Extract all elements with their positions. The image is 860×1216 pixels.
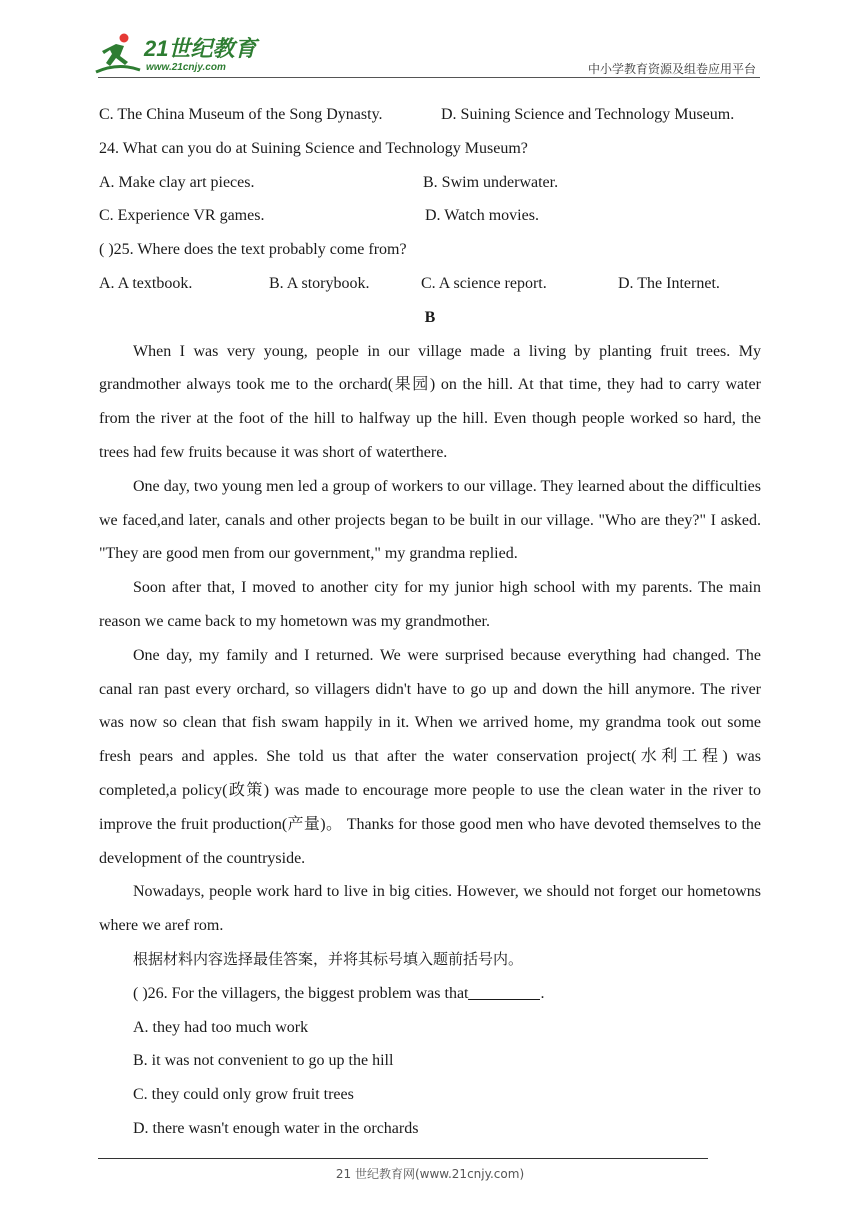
q23-options-cd: [99, 98, 761, 132]
q26-stem-end: .: [540, 984, 545, 1002]
logo-text: 21世纪教育: [144, 36, 257, 61]
q25-stem: ( )25. Where does the text probably come from?: [99, 241, 407, 259]
q25-option-d: D. The Internet.: [618, 274, 720, 292]
q24-option-b: B. Swim underwater.: [423, 173, 559, 191]
q24-options-ab: [99, 166, 761, 200]
q25-option-c: C. A science report.: [421, 274, 547, 292]
header-divider: [98, 77, 760, 78]
passage-paragraph-5: Nowadays, people work hard to live in big cities. However, we should not forget our hometowns where we aref rom.: [99, 883, 761, 935]
q26-option-a: A. they had too much work: [133, 1018, 309, 1036]
q25-options: [99, 267, 761, 301]
logo-url: www.21cnjy.com: [146, 62, 226, 73]
q26-option-c: C. they could only grow fruit trees: [133, 1086, 354, 1104]
q26-option-b: B. it was not convenient to go up the hill: [133, 1052, 394, 1070]
instruction-text: 根据材料内容选择最佳答案，并将其标号填入题前括号内。: [133, 949, 524, 968]
q26-answer-blank: [468, 979, 540, 1000]
footer-divider: [98, 1158, 708, 1159]
q24-options-cd: [99, 199, 761, 233]
section-b-heading: B: [424, 308, 436, 326]
passage-paragraph-2: One day, two young men led a group of workers to our village. They learned about the difficulties we faced,and later, canals and other projects began to be built in our village. "Who are they?" I asked. "They are good men from our government," my grandma replied.: [99, 477, 761, 563]
q25-option-b: B. A storybook.: [269, 274, 370, 292]
page-header: [0, 0, 860, 80]
q25-option-a: A. A textbook.: [99, 274, 193, 292]
q24-stem: 24. What can you do at Suining Science and Technology Museum?: [99, 139, 528, 157]
footer-text: 21 世纪教育网(www.21cnjy.com): [335, 1167, 525, 1181]
document-body: [99, 98, 761, 1146]
passage-paragraph-4: One day, my family and I returned. We were surprised because everything had changed. The canal ran past every orchard, so villagers didn't have to go up and down the hill anymore. The river was now so clean that fish swam happily in it. When we arrived home, my grandma took out some fresh pears and apples. She told us that after the water conservation project(水利工程) was completed,a policy(政策) was made to encourage more people to use the clean water in the river to improve the fruit production(产量)。 Thanks for those good men who have devoted themselves to the development of the countryside.: [99, 646, 761, 867]
q26-option-d: D. there wasn't enough water in the orchards: [133, 1119, 419, 1137]
passage-paragraph-3: Soon after that, I moved to another city for my junior high school with my parents. The main reason we came back to my hometown was my grandmother.: [99, 579, 761, 630]
q23-option-d: D. Suining Science and Technology Museum.: [441, 106, 735, 123]
passage-paragraph-1: When I was very young, people in our village made a living by planting fruit trees. My grandmother always took me to the orchard(果园) on the hill. At that time, they had to carry water from the river at the foot of the hill to halfway up the hill. Even though people worked so hard, the trees had few fruits because it was short of waterthere.: [99, 342, 761, 461]
q26-stem-line: [99, 977, 761, 1011]
q24-option-d: D. Watch movies.: [425, 207, 539, 225]
q26-stem: ( )26. For the villagers, the biggest problem was that: [133, 984, 469, 1002]
q23-option-c: C. The China Museum of the Song Dynasty.: [99, 106, 383, 123]
q24-option-c: C. Experience VR games.: [99, 207, 265, 225]
runner-logo-icon: [94, 32, 142, 76]
logo: [92, 30, 262, 78]
q24-option-a: A. Make clay art pieces.: [99, 173, 255, 191]
header-platform-text: 中小学教育资源及组卷应用平台: [587, 62, 756, 76]
